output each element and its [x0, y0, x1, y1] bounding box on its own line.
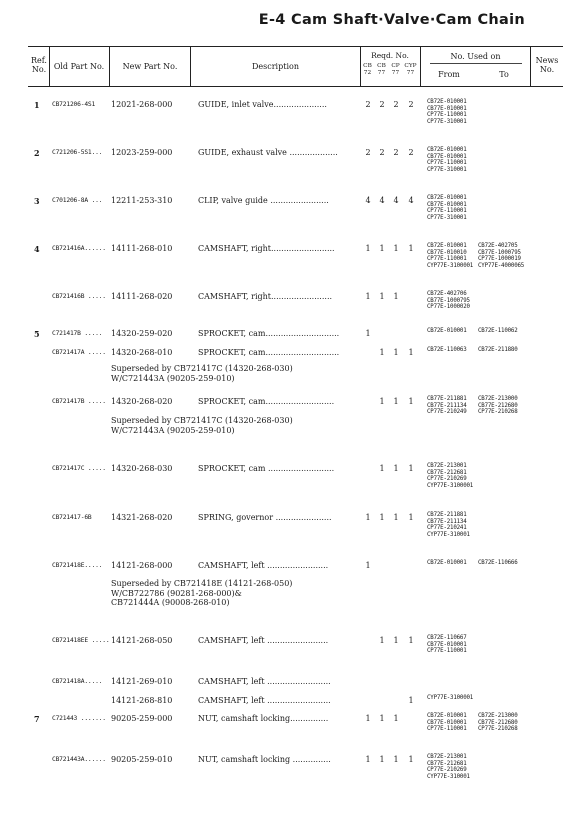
used-from-serial: CP77E-110001: [427, 112, 467, 118]
part-description: NUT, camshaft locking ...............: [198, 755, 331, 764]
used-from-list: [427, 147, 466, 173]
part-description: CAMSHAFT, left .........................: [198, 677, 331, 686]
old-part-number: CB721416A......: [52, 245, 106, 252]
header-ref-no: [30, 56, 48, 74]
required-quantity: 1: [393, 714, 399, 723]
required-quantity: 1: [365, 292, 371, 301]
used-from-serial: CB72E-110667: [427, 635, 467, 641]
used-from-serial: CP77E-210241: [427, 525, 467, 531]
used-to-list: [478, 328, 517, 335]
required-quantity: 1: [408, 513, 414, 522]
used-to-serial: CB72E-402705: [478, 243, 518, 249]
part-description: SPRING, governor ......................: [198, 513, 332, 522]
part-description: CAMSHAFT, left .........................: [198, 696, 331, 705]
part-description: SPROCKET, cam.............................: [198, 329, 340, 338]
old-part-number: C721206-5S1...: [52, 149, 103, 156]
used-to-list: [478, 713, 517, 733]
used-from-serial: CP77E-110001: [427, 160, 467, 166]
required-quantity: 1: [379, 348, 385, 357]
new-part-number: 12211-253-310: [111, 196, 173, 205]
used-to-serial: CB77E-212680: [478, 402, 518, 409]
old-part-number: CB721418EE .....: [52, 637, 110, 644]
new-part-number: 14111-268-010: [111, 244, 173, 253]
ref-number: 4: [34, 244, 40, 254]
required-quantity: 1: [365, 329, 371, 338]
used-from-list: [427, 195, 466, 221]
note-line: Superseded by CB721418E (14121-268-050): [111, 579, 293, 588]
header-model-cp77: [389, 63, 402, 77]
used-to-list: [478, 396, 517, 416]
used-from-serial: CB72E-213001: [427, 754, 467, 760]
model-line: 77: [406, 70, 415, 76]
model-line: CB: [363, 63, 372, 69]
note-line: CB721444A (90008-268-010): [111, 598, 230, 607]
used-from-list: [427, 347, 466, 354]
note-line: W/CB722786 (90281-268-000)&: [111, 588, 242, 598]
used-from-serial: CB72E-010001: [427, 243, 467, 249]
used-from-serial: CYP77E-310001: [427, 531, 470, 538]
used-to-serial: CB77E-212680: [478, 719, 518, 726]
used-to-serial: CB77E-1000795: [478, 249, 521, 256]
ref-number: 2: [34, 148, 40, 158]
part-description: SPROCKET, cam...........................: [198, 397, 335, 406]
used-to-serial: CB72E-213000: [478, 396, 518, 402]
header-model-cb77: [375, 63, 388, 77]
part-description: GUIDE, exhaust valve ...................: [198, 148, 338, 157]
required-quantity: 1: [365, 561, 371, 570]
used-to-serial: CB72E-213000: [478, 713, 518, 719]
ref-number: 3: [34, 196, 40, 206]
required-quantity: 1: [393, 397, 399, 406]
used-to-serial: CB72E-110062: [478, 328, 518, 334]
part-description: CAMSHAFT, left ........................: [198, 561, 329, 570]
used-from-serial: CP77E-110001: [427, 648, 467, 654]
required-quantity: 1: [365, 513, 371, 522]
required-quantity: 2: [393, 100, 399, 109]
new-part-number: 14121-268-050: [111, 636, 173, 645]
new-part-number: 90205-259-000: [111, 714, 173, 723]
used-from-serial: CB72E-010001: [427, 560, 467, 566]
used-from-list: [427, 512, 470, 538]
required-quantity: 1: [393, 244, 399, 253]
used-from-list: [427, 99, 466, 125]
used-to-list: [478, 560, 517, 567]
used-to-serial: CB72E-110666: [478, 560, 518, 566]
note-line: Superseded by CB721417C (14320-268-030): [111, 416, 293, 425]
used-from-serial: CB77E-211134: [427, 402, 467, 409]
model-line: CYP: [404, 63, 417, 69]
used-from-serial: CP77E-110001: [427, 256, 467, 262]
required-quantity: 2: [379, 100, 385, 109]
news-line: News: [535, 56, 559, 65]
new-part-number: 14320-268-030: [111, 464, 173, 473]
used-from-list: [427, 291, 470, 311]
required-quantity: 1: [408, 696, 414, 705]
old-part-number: CB721417B .....: [52, 398, 106, 405]
part-description: SPROCKET, cam.............................: [198, 348, 340, 357]
old-part-number: CB721417-6B: [52, 514, 92, 521]
header-model-cyp77: [403, 63, 418, 77]
used-to-serial: CP77E-210268: [478, 726, 518, 732]
required-quantity: 1: [408, 397, 414, 406]
old-part-number: CB721417C .....: [52, 465, 106, 472]
header-to: To: [499, 70, 509, 79]
required-quantity: 1: [379, 714, 385, 723]
required-quantity: 1: [408, 636, 414, 645]
part-description: CAMSHAFT, left ........................: [198, 636, 329, 645]
ref-number: 7: [34, 714, 40, 724]
used-from-serial: CYP77E-3100001: [427, 482, 474, 489]
note-line: Superseded by CB721417C (14320-268-030): [111, 364, 293, 373]
required-quantity: 2: [408, 148, 414, 157]
required-quantity: 1: [379, 397, 385, 406]
used-to-serial: CP77E-210268: [478, 409, 518, 415]
required-quantity: 4: [408, 196, 414, 205]
used-from-serial: CB77E-010001: [427, 719, 467, 726]
new-part-number: 14320-259-020: [111, 329, 173, 338]
used-from-serial: CP77E-110001: [427, 208, 467, 214]
ref-number: 1: [34, 100, 40, 110]
used-from-serial: CB72E-010001: [427, 713, 467, 719]
used-on-divider: [430, 63, 522, 64]
required-quantity: 1: [379, 464, 385, 473]
required-quantity: 4: [393, 196, 399, 205]
header-ref-line: Ref.: [31, 56, 47, 65]
model-line: 77: [391, 70, 400, 76]
old-part-number: CB721417A .....: [52, 349, 106, 356]
used-from-list: [427, 754, 470, 780]
used-from-serial: CB77E-1000795: [427, 297, 470, 304]
used-from-serial: CB77E-010010: [427, 249, 467, 256]
old-part-number: C721443 .......: [52, 715, 106, 722]
ref-number: 5: [34, 329, 40, 339]
required-quantity: 1: [393, 636, 399, 645]
new-part-number: 14321-268-020: [111, 513, 173, 522]
page-title: E-4 Cam Shaft·Valve·Cam Chain: [258, 12, 525, 28]
part-description: GUIDE, inlet valve.....................: [198, 100, 327, 109]
used-to-serial: CB72E-211880: [478, 347, 518, 353]
used-from-serial: CYP77E-3100001: [427, 262, 474, 269]
old-part-number: CB721443A......: [52, 756, 106, 763]
new-part-number: 14121-268-000: [111, 561, 173, 570]
required-quantity: 4: [379, 196, 385, 205]
required-quantity: 1: [379, 636, 385, 645]
model-line: 72: [363, 70, 372, 76]
supersede-note: [111, 416, 293, 435]
used-from-list: [427, 328, 466, 335]
used-from-list: [427, 396, 466, 416]
required-quantity: 1: [393, 513, 399, 522]
required-quantity: 1: [393, 755, 399, 764]
used-from-serial: CP77E-310001: [427, 214, 467, 221]
used-from-serial: CP77E-210269: [427, 476, 467, 482]
header-from: From: [438, 70, 460, 79]
note-line: W/C721443A (90205-259-010): [111, 425, 235, 435]
new-part-number: 14320-268-010: [111, 348, 173, 357]
required-quantity: 2: [408, 100, 414, 109]
used-from-serial: CP77E-1000020: [427, 304, 470, 310]
used-from-serial: CB77E-211881: [427, 396, 467, 402]
used-to-list: [478, 243, 524, 269]
required-quantity: 1: [408, 348, 414, 357]
new-part-number: 12023-259-000: [111, 148, 173, 157]
required-quantity: 1: [393, 292, 399, 301]
old-part-number: CB721418A.....: [52, 678, 103, 685]
new-part-number: 14121-269-010: [111, 677, 173, 686]
new-part-number: 90205-259-010: [111, 755, 173, 764]
used-from-list: [427, 243, 473, 269]
required-quantity: 1: [365, 755, 371, 764]
part-description: SPROCKET, cam ..........................: [198, 464, 335, 473]
used-from-serial: CB77E-010001: [427, 201, 467, 208]
used-from-serial: CP77E-310001: [427, 118, 467, 125]
required-quantity: 2: [393, 148, 399, 157]
required-quantity: 1: [379, 513, 385, 522]
required-quantity: 1: [379, 755, 385, 764]
used-from-serial: CB77E-010001: [427, 641, 467, 648]
header-description: Description: [252, 62, 299, 71]
used-from-list: [427, 463, 473, 489]
header-no-used-on: No. Used on: [450, 52, 501, 61]
header-bottom-rule: [28, 86, 563, 87]
used-from-list: [427, 560, 466, 567]
required-quantity: 4: [365, 196, 371, 205]
used-from-serial: CB72E-110063: [427, 347, 467, 353]
used-from-serial: CB72E-402706: [427, 291, 467, 297]
old-part-number: C701206-8A ...: [52, 197, 103, 204]
used-from-serial: CB72E-010001: [427, 328, 467, 334]
model-line: CP: [391, 63, 400, 69]
used-from-list: [427, 695, 473, 702]
new-part-number: 14320-268-020: [111, 397, 173, 406]
new-part-number: 12021-268-000: [111, 100, 173, 109]
model-line: 77: [377, 70, 386, 76]
used-from-serial: CB72E-010001: [427, 99, 467, 105]
part-description: CAMSHAFT, right........................: [198, 292, 333, 301]
used-from-serial: CB72E-010001: [427, 147, 467, 153]
required-quantity: 1: [365, 244, 371, 253]
used-from-list: [427, 635, 466, 655]
used-from-serial: CP77E-110001: [427, 726, 467, 732]
used-to-serial: CP77E-1000019: [478, 256, 521, 262]
used-from-serial: CB77E-211134: [427, 518, 467, 525]
header-reqd-no: Reqd. No.: [371, 51, 409, 60]
used-from-serial: CB72E-010001: [427, 195, 467, 201]
used-from-serial: CP77E-310001: [427, 166, 467, 173]
news-line: No.: [539, 65, 555, 74]
header-model-cb72: [361, 63, 374, 77]
new-part-number: 14111-268-020: [111, 292, 173, 301]
old-part-number: CB721206-4S1: [52, 101, 96, 108]
required-quantity: 2: [365, 100, 371, 109]
part-description: NUT, camshaft locking...............: [198, 714, 329, 723]
header-ref-line: No.: [31, 65, 47, 74]
used-from-serial: CYP77E-310001: [427, 773, 470, 780]
required-quantity: 2: [379, 148, 385, 157]
used-from-serial: CB77E-010001: [427, 105, 467, 112]
used-from-serial: CB77E-010001: [427, 153, 467, 160]
old-part-number: CB721418E.....: [52, 562, 103, 569]
used-to-serial: CYP77E-4000065: [478, 262, 525, 269]
new-part-number: 14121-268-810: [111, 696, 173, 705]
part-description: CLIP, valve guide .......................: [198, 196, 329, 205]
old-part-number: CB721416B .....: [52, 293, 106, 300]
used-from-serial: CB77E-212681: [427, 469, 467, 476]
used-from-list: [427, 713, 466, 733]
required-quantity: 1: [379, 244, 385, 253]
required-quantity: 1: [408, 244, 414, 253]
required-quantity: 1: [365, 714, 371, 723]
note-line: W/C721443A (90205-259-010): [111, 373, 235, 383]
used-from-serial: CB77E-212681: [427, 760, 467, 767]
part-description: CAMSHAFT, right.........................: [198, 244, 335, 253]
model-line: CB: [377, 63, 386, 69]
required-quantity: 1: [408, 755, 414, 764]
required-quantity: 1: [379, 292, 385, 301]
required-quantity: 2: [365, 148, 371, 157]
header-old-part-no: Old Part No.: [53, 62, 105, 71]
used-from-serial: CYP77E-3100001: [427, 695, 474, 701]
supersede-note: [111, 364, 293, 383]
supersede-note: [111, 579, 292, 608]
header-new-part-no: New Part No.: [122, 62, 178, 71]
required-quantity: 1: [393, 464, 399, 473]
used-from-serial: CP77E-210269: [427, 767, 467, 773]
header-news-no: [533, 56, 561, 74]
old-part-number: C721417B .....: [52, 330, 103, 337]
used-to-list: [478, 347, 517, 354]
used-from-serial: CP77E-210249: [427, 409, 467, 415]
used-from-serial: CB72E-213001: [427, 463, 467, 469]
required-quantity: 1: [393, 348, 399, 357]
column-divider: [530, 46, 531, 86]
required-quantity: 1: [408, 464, 414, 473]
used-from-serial: CB72E-211881: [427, 512, 467, 518]
